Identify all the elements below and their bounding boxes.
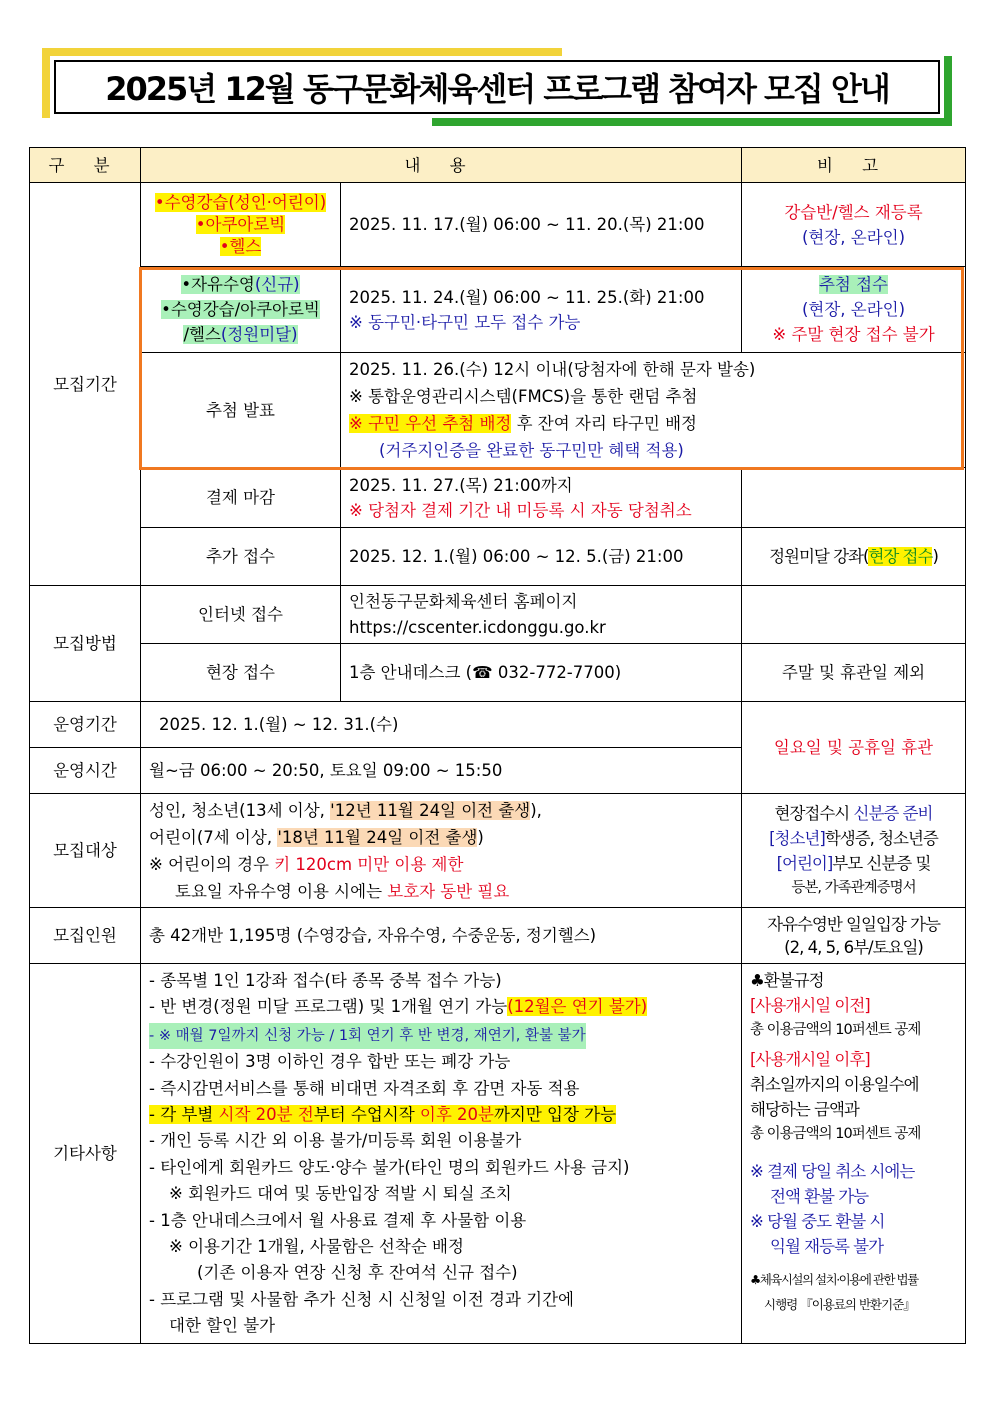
capacity-note-2: (2, 4, 5, 6부/토요일) xyxy=(784,937,923,957)
operation-note: 일요일 및 공휴일 휴관 xyxy=(742,702,966,794)
target-l1b: '12년 11월 24일 이전 출생 xyxy=(330,800,531,820)
target-content xyxy=(141,794,742,908)
others-l11: ※ 이용기간 1개월, 사물함은 선착순 배정 xyxy=(169,1237,464,1257)
target-l4a: 토요일 자유수영 이용 시에는 xyxy=(175,881,388,901)
item-under-capacity: (정원미달) xyxy=(220,325,298,344)
r2-items xyxy=(141,267,341,353)
r3-content-3a: ※ 구민 우선 추첨 배정 xyxy=(349,414,512,433)
target-note-2b: 학생증, 청소년증 xyxy=(824,828,938,848)
table-header xyxy=(30,148,966,183)
r4-item: 결제 마감 xyxy=(141,468,341,528)
others-note xyxy=(742,964,966,1344)
r5-note-a: 정원미달 강좌( xyxy=(769,547,869,566)
title-accent-green xyxy=(432,118,952,126)
phone-icon: ☎ xyxy=(472,663,493,682)
refund-title: ♣환불규정 xyxy=(750,971,824,990)
table-row xyxy=(30,964,966,1344)
r1-note-1: 강습반/헬스 재등록 xyxy=(784,202,923,222)
target-note-4: 등본, 가족관계증명서 xyxy=(791,879,916,896)
table-row xyxy=(30,702,966,748)
others-l6e: 까지만 입장 가능 xyxy=(493,1105,617,1125)
refund-after-3: 총 이용금액의 10퍼센트 공제 xyxy=(750,1126,921,1142)
others-l2a: - 반 변경(정원 미달 프로그램) 및 1개월 연기 가능 xyxy=(149,997,508,1017)
operation-period: 2025. 12. 1.(월) ~ 12. 31.(수) xyxy=(141,702,742,748)
r1-note-2: (현장, 온라인) xyxy=(801,227,906,247)
others-l6d: 이후 20분 xyxy=(419,1105,494,1125)
r5-note-b: 현장 접수 xyxy=(868,547,933,566)
others-content xyxy=(141,964,742,1344)
table-row xyxy=(30,267,966,353)
title-accent-yellow xyxy=(42,48,562,56)
refund-law-1: ♣체육시설의 설치·이용에 관한 법률 xyxy=(750,1272,918,1287)
target-l4b: 보호자 동반 필요 xyxy=(387,881,510,901)
onsite-note: 주말 및 휴관일 제외 xyxy=(742,644,966,702)
r3-content-1: 2025. 11. 26.(수) 12시 이내(당첨자에 한해 문자 발송) xyxy=(349,360,756,379)
onsite-content xyxy=(341,644,742,702)
title-box xyxy=(54,60,940,114)
refund-before-desc: 총 이용금액의 10퍼센트 공제 xyxy=(750,1022,921,1038)
table-row xyxy=(30,794,966,908)
r4-content-1: 2025. 11. 27.(목) 21:00까지 xyxy=(349,475,573,495)
header-note: 비 고 xyxy=(742,148,966,183)
title-accent-yellow-side xyxy=(42,48,50,118)
refund-note-2: 전액 환불 가능 xyxy=(770,1187,869,1206)
refund-law-2: 시행령 『이용료의 반환기준』 xyxy=(764,1297,915,1312)
operation-time-label: 운영시간 xyxy=(30,748,141,794)
title-banner xyxy=(42,48,952,126)
item-swim-lesson: •수영강습(성인·어린이) xyxy=(154,192,327,212)
r2-note xyxy=(742,267,966,353)
r2-note-1: 추첨 접수 xyxy=(818,275,888,294)
others-l1: - 종목별 1인 1강좌 접수(타 종목 중복 접수 가능) xyxy=(149,971,502,990)
r4-content-2: ※ 당첨자 결제 기간 내 미등록 시 자동 당첨취소 xyxy=(349,500,692,520)
r1-note xyxy=(742,183,966,267)
refund-after: [사용개시일 이후] xyxy=(750,1050,870,1069)
capacity-note xyxy=(742,908,966,964)
r3-content-3b: 후 잔여 자리 타구민 배정 xyxy=(511,414,697,433)
header-content: 내 용 xyxy=(141,148,742,183)
target-l2a: 어린이(7세 이상, xyxy=(149,827,278,847)
others-l14: 대한 할인 불가 xyxy=(169,1316,276,1336)
refund-after-1: 취소일까지의 이용일수에 xyxy=(750,1075,919,1094)
r5-note-c: ) xyxy=(932,547,938,566)
table-row xyxy=(30,353,966,468)
target-l3a: ※ 어린이의 경우 xyxy=(149,854,275,874)
item-health-2: /헬스 xyxy=(183,325,221,344)
r3-content-4: (거주지인증을 완료한 동구민만 혜택 적용) xyxy=(379,441,684,460)
others-label: 기타사항 xyxy=(30,964,141,1344)
onsite-content-a: 1층 안내데스크 ( xyxy=(349,663,473,682)
r3-content xyxy=(341,353,966,468)
r1-items xyxy=(141,183,341,267)
r2-note-3: ※ 주말 현장 접수 불가 xyxy=(772,325,935,344)
capacity-label: 모집인원 xyxy=(30,908,141,964)
table-row xyxy=(30,468,966,528)
item-free-swim: •자유수영 xyxy=(181,275,255,294)
target-note-3a: [어린이] xyxy=(776,853,833,873)
recruit-method-label: 모집방법 xyxy=(30,586,141,702)
refund-after-2: 해당하는 금액과 xyxy=(750,1100,859,1119)
operation-time: 월~금 06:00 ~ 20:50, 토요일 09:00 ~ 15:50 xyxy=(141,748,742,794)
homepage-link[interactable]: https://cscenter.icdonggu.go.kr xyxy=(349,617,606,637)
r3-item: 추첨 발표 xyxy=(141,353,341,468)
others-l12: (기존 이용자 연장 신청 후 잔여석 신규 접수) xyxy=(197,1263,518,1283)
onsite-item: 현장 접수 xyxy=(141,644,341,702)
online-note xyxy=(742,586,966,644)
target-l3b: 키 120cm 미만 이용 제한 xyxy=(274,854,464,874)
r5-item: 추가 접수 xyxy=(141,528,341,586)
target-note xyxy=(742,794,966,908)
page-title: 2025년 12월 동구문화체육센터 프로그램 참여자 모집 안내 xyxy=(105,70,889,108)
online-content-1: 인천동구문화체육센터 홈페이지 xyxy=(349,591,578,611)
r5-content: 2025. 12. 1.(월) 06:00 ~ 12. 5.(금) 21:00 xyxy=(341,528,742,586)
online-content xyxy=(341,586,742,644)
others-l13: - 프로그램 및 사물함 추가 신청 시 신청일 이전 경과 기간에 xyxy=(149,1289,574,1309)
target-l1a: 성인, 청소년(13세 이상, xyxy=(149,800,331,820)
title-accent-green-side xyxy=(944,56,952,126)
others-l6c: 부터 수업시작 xyxy=(313,1105,420,1125)
others-l8: - 타인에게 회원카드 양도·양수 불가(타인 명의 회원카드 사용 금지) xyxy=(149,1157,630,1177)
others-l5: - 즉시감면서비스를 통해 비대면 자격조회 후 감면 자동 적용 xyxy=(149,1078,580,1098)
r5-note xyxy=(742,528,966,586)
others-l3: - ※ 매월 7일까지 신청 가능 / 1회 연기 후 반 변경, 재연기, 환불 불가 xyxy=(149,1023,586,1049)
others-l4: - 수강인원이 3명 이하인 경우 합반 또는 폐강 가능 xyxy=(149,1052,511,1072)
others-l10: - 1층 안내데스크에서 월 사용료 결제 후 사물함 이용 xyxy=(149,1210,527,1230)
target-note-1a: 현장접수시 xyxy=(774,803,854,823)
operation-period-label: 운영기간 xyxy=(30,702,141,748)
table-row xyxy=(30,586,966,644)
online-item: 인터넷 접수 xyxy=(141,586,341,644)
item-free-swim-new: (신규) xyxy=(254,275,300,294)
table-row xyxy=(30,908,966,964)
target-note-2a: [청소년] xyxy=(769,828,825,848)
refund-before: [사용개시일 이전] xyxy=(750,996,870,1015)
r2-content-1: 2025. 11. 24.(월) 06:00 ~ 11. 25.(화) 21:00 xyxy=(349,287,705,307)
info-table xyxy=(29,147,966,1344)
others-l7: - 개인 등록 시간 외 이용 불가/미등록 회원 이용불가 xyxy=(149,1131,522,1151)
onsite-phone: 032-772-7700) xyxy=(492,663,622,682)
capacity-note-1: 자유수영반 일일입장 가능 xyxy=(767,914,940,934)
target-note-1b: 신분증 준비 xyxy=(853,803,933,823)
table-row xyxy=(30,183,966,267)
recruit-period-label: 모집기간 xyxy=(30,183,141,586)
table-row xyxy=(30,528,966,586)
target-l2c: ) xyxy=(477,827,484,847)
item-lesson-aquarobic: •수영강습/아쿠아로빅 xyxy=(161,300,320,319)
target-label: 모집대상 xyxy=(30,794,141,908)
r2-note-2: (현장, 온라인) xyxy=(801,300,906,319)
r2-content xyxy=(341,267,742,353)
item-aquarobic: •아쿠아로빅 xyxy=(195,214,286,234)
others-l2b: (12월은 연기 불가) xyxy=(507,997,648,1017)
r4-note xyxy=(742,468,966,528)
refund-note-1: ※ 결제 당일 취소 시에는 xyxy=(750,1162,915,1181)
refund-note-3: ※ 당월 중도 환불 시 xyxy=(750,1212,885,1231)
r1-content: 2025. 11. 17.(월) 06:00 ~ 11. 20.(목) 21:00 xyxy=(341,183,742,267)
table-row xyxy=(30,644,966,702)
others-l6b: 시작 20분 전 xyxy=(218,1105,314,1125)
capacity-content: 총 42개반 1,195명 (수영강습, 자유수영, 수중운동, 정기헬스) xyxy=(141,908,742,964)
others-l6a: - 각 부별 xyxy=(149,1105,219,1125)
target-l2b: '18년 11월 24일 이전 출생 xyxy=(277,827,478,847)
target-l1c: ), xyxy=(530,800,542,820)
r4-content xyxy=(341,468,742,528)
item-health: •헬스 xyxy=(219,236,262,256)
header-category: 구 분 xyxy=(30,148,141,183)
target-note-3b: 부모 신분증 및 xyxy=(832,853,931,873)
r3-content-2: ※ 통합운영관리시스템(FMCS)을 통한 랜덤 추첨 xyxy=(349,387,698,406)
refund-note-4: 익월 재등록 불가 xyxy=(770,1237,884,1256)
r2-content-2: ※ 동구민·타구민 모두 접수 가능 xyxy=(349,312,581,332)
others-l9: ※ 회원카드 대여 및 동반입장 적발 시 퇴실 조치 xyxy=(169,1184,512,1204)
